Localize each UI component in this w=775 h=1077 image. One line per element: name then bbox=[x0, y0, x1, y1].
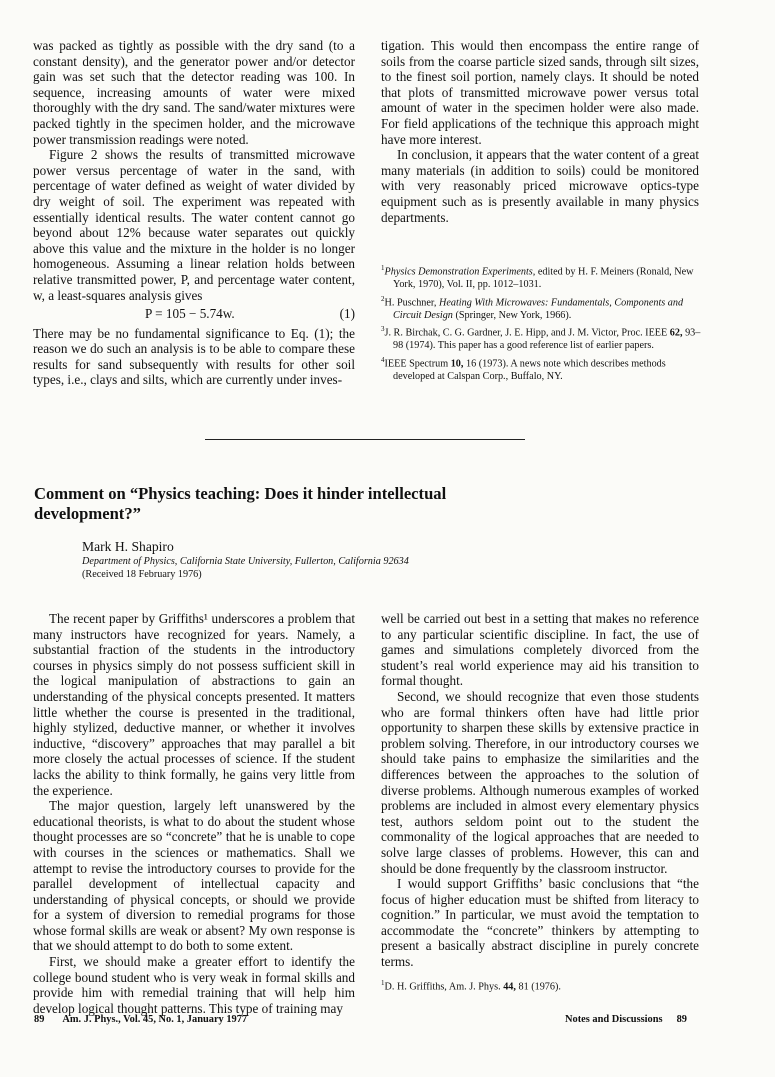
journal-citation: Am. J. Phys., Vol. 45, No. 1, January 1977 bbox=[62, 1014, 248, 1025]
article-title: Comment on “Physics teaching: Does it hinder intellectual development?” bbox=[34, 484, 447, 523]
reference-item: $^2$H. Puschner, Heating With Microwaves: Fundamentals, Components and Circuit Design (Springer, New York, 1966). bbox=[381, 294, 684, 321]
section-divider bbox=[205, 439, 525, 440]
paragraph: There may be no fundamental significance to Eq. (1); the reason we do such an analysis is to be able to compare these results for sand subsequently with results for other soil types, i.e., clays and silts, which are currently under inves- bbox=[33, 325, 355, 388]
page-number: 89 bbox=[676, 1014, 687, 1025]
paragraph: was packed as tightly as possible with the dry sand (to a constant density), and the generator power and/or detector gain was set such that the detector reading was 100. In sequence, increasing amounts of water were mixed thoroughly with the dry sand. The sand/water mixtures were packed tightly in the specimen holder, and the microwave power transmission readings were noted. bbox=[33, 38, 355, 147]
page-footer-left bbox=[34, 1014, 247, 1025]
prev-article-left-column bbox=[33, 38, 355, 388]
paragraph: I would support Griffiths’ basic conclusions that “the focus of higher education must be shifted from literacy to cognition.” In particular, we must avoid the temptation to accommodate the “concrete” thinkers by attempting to present a basically abstract discipline in purely concrete terms. bbox=[381, 876, 699, 970]
section-name: Notes and Discussions bbox=[565, 1014, 663, 1025]
paragraph: First, we should make a greater effort to identify the college bound student who is very weak in formal skills and provide him with remedial training that will help him develop logical thought patterns. This type of training may bbox=[33, 954, 355, 1016]
references-list bbox=[381, 262, 701, 384]
received-date: (Received 18 February 1976) bbox=[82, 569, 202, 580]
author-affiliation: Department of Physics, California State University, Fullerton, California 92634 bbox=[82, 556, 409, 567]
paragraph: In conclusion, it appears that the water content of a great many materials (in addition to soils) could be monitored with very reasonably priced microwave optics-type equipment such as is presently available in many physics departments. bbox=[381, 147, 699, 225]
equation bbox=[33, 306, 355, 322]
paragraph: Second, we should recognize that even those students who are formal thinkers often have had little prior opportunity to sharpen these skills by extensive practice in problem solving. Therefore, in our introductory courses we should take pains to emphasize the similarities and the differences between the approaches to the solution of diverse problems. Although numerous examples of worked problems are included in almost every elementary physics test, authors seldom point out to the student the commonality of the logical approaches that are needed to solve large classes of problems. However, this can and should be done frequently by the classroom instructor. bbox=[381, 688, 699, 876]
paragraph: The major question, largely left unanswered by the educational theorists, is what to do about the student whose thought processes are so “concrete” that he is unable to cope with courses in the sciences or mathematics. Shall we attempt to revise the introductory courses to provide for the parallel development of intellectual capacity and understanding of physical concepts, or should we provide for a system of diversion to remedial programs for those whose formal skills are weak or absent? My own response is that we should attempt to do both to some extent. bbox=[33, 798, 355, 954]
paragraph: well be carried out best in a setting that makes no reference to any particular scientific discipline. In fact, the use of games and simulations completely divorced from the student’s real world experience may aid his transition to formal thought. bbox=[381, 611, 699, 689]
reference-item: $^1$Physics Demonstration Experiments, edited by H. F. Meiners (Ronald, New York, 1970), Vol. II, pp. 1012–1031. bbox=[381, 264, 694, 290]
article-left-column bbox=[33, 611, 355, 1016]
footnote: $^1$D. H. Griffiths, Am. J. Phys. 44, 81 (1976). bbox=[381, 979, 561, 993]
equation-expression: P = 105 − 5.74w. bbox=[145, 306, 235, 322]
article-right-column bbox=[381, 611, 699, 970]
author-name: Mark H. Shapiro bbox=[82, 539, 174, 554]
equation-number: (1) bbox=[339, 306, 355, 322]
page-number: 89 bbox=[34, 1014, 45, 1025]
paragraph: tigation. This would then encompass the entire range of soils from the coarse particle sized sands, through silt sizes, to the finest soil portion, namely clays. It should be noted that plots of transmitted microwave power versus total amount of water in the specimen holder were also made. For field applications of the technique this approach might have more interest. bbox=[381, 38, 699, 147]
prev-article-right-column bbox=[381, 38, 699, 225]
reference-item: $^3$J. R. Birchak, C. G. Gardner, J. E. Hipp, and J. M. Victor, Proc. IEEE 62, 93–98 (1974). This paper has a good reference list of earlier papers. bbox=[381, 325, 701, 352]
paragraph: The recent paper by Griffiths¹ underscores a problem that many instructors have recognized for years. Namely, a substantial fraction of the students in the introductory courses in physics simply do not possess sufficient skill in the logical manipulation of abstractions to gain an understanding of the physical concepts presented. It matters little whether the course is presented in the traditional, highly stylized, deductive manner, or whether it involves inductive, “discovery” approaches that may parallel a bit more closely the actual processes of science. If the student lacks the ability to think formally, he gains very little from the experience. bbox=[33, 611, 355, 798]
paragraph: Figure 2 shows the results of transmitted microwave power versus percentage of water in the sand, with percentage of water defined as weight of water divided by dry weight of soil. The experiment was repeated with essentially identical results. The water content cannot go beyond about 12% because water separates out quickly above this value and the mixture in the holder is no longer homogeneous. Assuming a linear relation holds between relative transmitted power, P, and percentage water content, w, a least-squares analysis gives bbox=[33, 147, 355, 303]
reference-item: $^4$IEEE Spectrum 10, 16 (1973). A news note which describes methods developed at Calspan Corp., Buffalo, NY. bbox=[381, 355, 666, 382]
page-footer-right bbox=[565, 1014, 687, 1025]
